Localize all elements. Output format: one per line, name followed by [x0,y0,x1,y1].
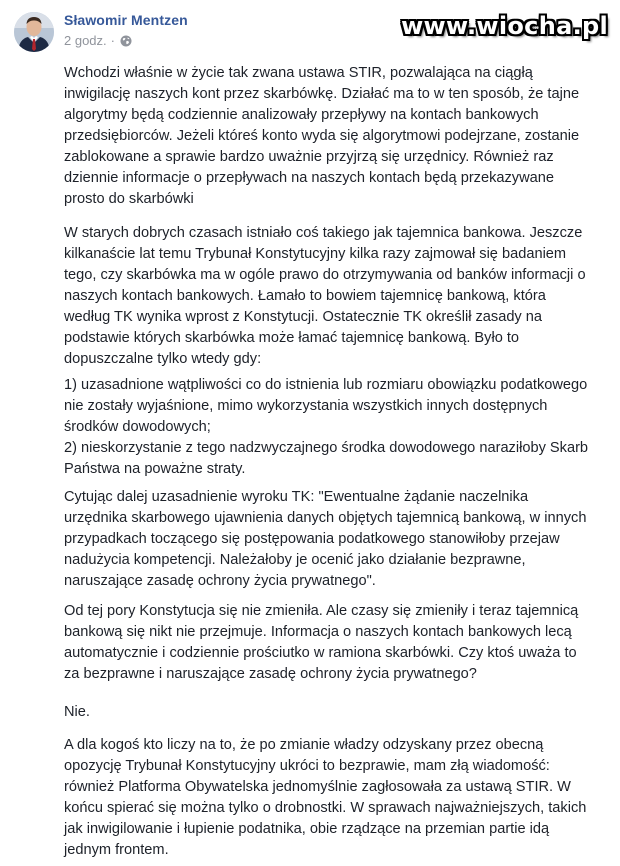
watermark-logo: www.wiocha.pl [401,12,608,40]
text-line: nie zostały wyjaśnione, mimo wykorzystania wszystkich innych dostępnych [64,398,548,414]
meta-separator: · [110,33,115,48]
text-line: automatycznie i codziennie prościutko w ramiona skarbówki. Czy ktoś uważa to [64,645,577,661]
text-line: również Platforma Obywatelska jednomyślnie zagłosowała za ustawą STIR. W [64,779,571,795]
text-line: dopuszczalne tylko wtedy gdy: [64,351,262,367]
post-paragraph [64,63,579,210]
text-line: bankową się nikt nie przejmuje. Informacja o naszych kontach bankowych lecą [64,624,572,640]
text-line: prosto do skarbówki [64,191,194,207]
text-line: Nie. [64,704,90,720]
text-line: naruszające zasadę ochrony życia prywatnego". [64,573,376,589]
text-line: końcu spierać się można tylko o drobnostki. W sprawach najważniejszych, takich [64,800,587,816]
text-line: jednym frontem. [64,842,169,858]
text-line: 2) nieskorzystanie z tego nadzwyczajnego środka dowodowego naraziłoby Skarb [64,440,589,456]
post-paragraph [64,601,578,685]
text-line: zablokowane a sprawie bardzo uważnie przyjrzą się urzędnicy. Również raz [64,149,554,165]
text-line: naszych kontach bankowych. Łamało to bowiem tajemnicę bankową, która [64,288,546,304]
text-line: algorytmy będą codziennie analizowały przepływy na kontach bankowych [64,107,539,123]
text-line: za bezprawne i naruszające zasadę ochrony życia prywatnego? [64,666,477,682]
post-header [0,0,620,60]
text-line: kilkanaście lat temu Trybunał Konstytucyjny kilka razy zajmował się badaniem [64,246,567,262]
text-line: W starych dobrych czasach istniało coś takiego jak tajemnica bankowa. Jeszcze [64,225,583,241]
text-line: według TK wynika wprost z Konstytucji. Ostatecznie TK określił zasady na [64,309,543,325]
text-line: inwigilację naszych kont przez skarbówkę. Działać ma to w ten sposób, że tajne [64,86,580,102]
post-paragraph [64,735,586,861]
text-line: nadużycia kompetencji. Należałoby je ocenić jako działanie bezprawne, [64,552,526,568]
post-meta [64,33,132,48]
text-line: dziennie informacje o przepływach na naszych kontach będą przekazywane [64,170,554,186]
text-line: jak inwigilowanie i łupienie podatnika, obie rządzące na przemian partie idą [64,821,550,837]
post-paragraph [64,375,588,480]
text-line: tego, czy skarbówka ma w ogóle prawo do otrzymywania od banków informacji o [64,267,586,283]
text-line: podstawie których skarbówka może łamać tajemnicę bankową. Było to [64,330,520,346]
text-line: przedsiębiorców. Jeżeli któreś konto wyda się algorytmowi podejrzane, zostanie [64,128,580,144]
text-line: 1) uzasadnione wątpliwości co do istnienia lub rozmiaru obowiązku podatkowego [64,377,588,393]
text-line: przypadkach toczącego się postępowania podatkowego stanowiłoby przejaw [64,531,560,547]
post-timestamp[interactable]: 2 godz. [64,33,107,48]
globe-icon[interactable] [120,35,132,47]
avatar[interactable] [14,12,54,52]
post-paragraph [64,223,586,370]
post-paragraph [64,702,90,723]
profile-photo [14,12,54,52]
text-line: Cytując dalej uzasadnienie wyroku TK: "Ewentualne żądanie naczelnika [64,489,529,505]
text-line: Od tej pory Konstytucja się nie zmieniła. Ale czasy się zmieniły i teraz tajemnicą [64,603,579,619]
text-line: środków dowodowych; [64,419,211,435]
text-line: opozycję Trybunał Konstytucyjny ukróci to bezprawie, mam złą wiadomość: [64,758,550,774]
author-name[interactable]: Sławomir Mentzen [64,12,188,28]
post-paragraph [64,487,586,592]
text-line: A dla kogoś kto liczy na to, że po zmianie władzy odzyskany przez obecną [64,737,544,753]
text-line: Wchodzi właśnie w życie tak zwana ustawa STIR, pozwalająca na ciągłą [64,65,533,81]
text-line: urzędnika skarbowego ujawnienia danych objętych tajemnicą bankową, w innych [64,510,587,526]
text-line: Państwa na poważne straty. [64,461,246,477]
